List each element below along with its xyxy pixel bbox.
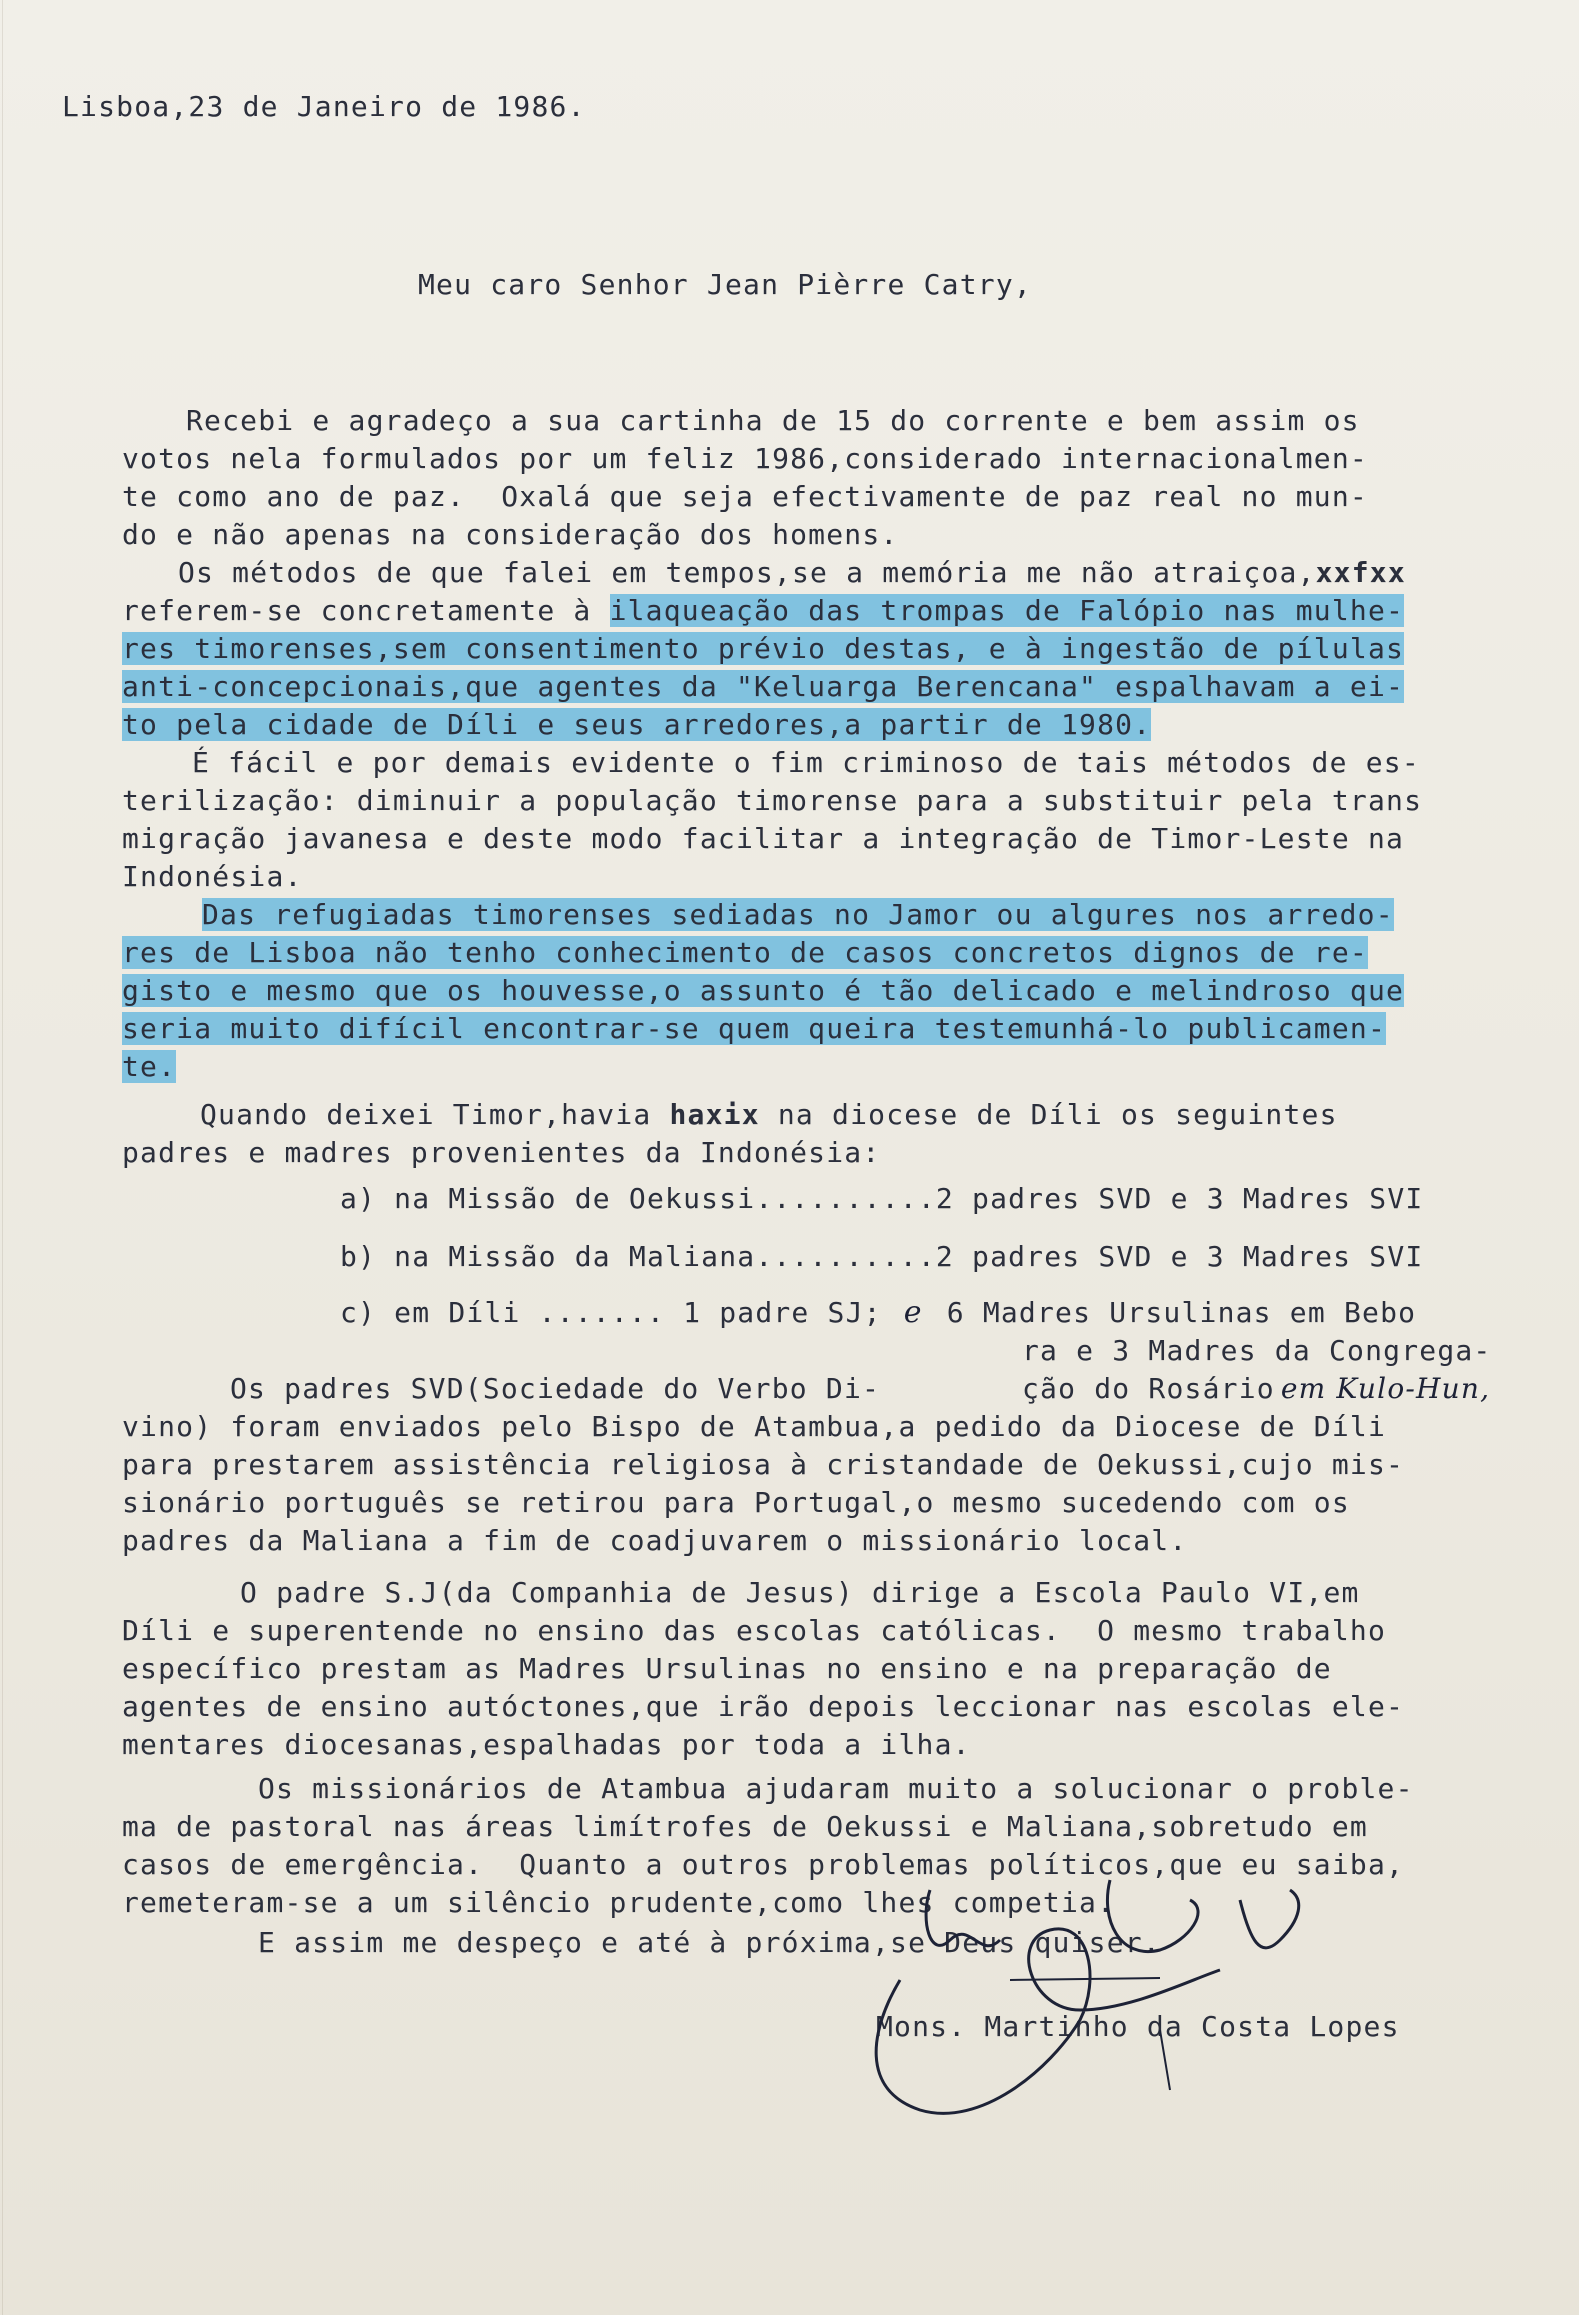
body-line — [178, 554, 1406, 592]
body-line — [1022, 1370, 1490, 1408]
body-line: E assim me despeço e até à próxima,se Deus quiser. — [258, 1926, 1161, 1959]
page-edge — [2, 0, 3, 2315]
body-text: Os métodos de que falei em tempos,se a memória me não atraiçoa, — [178, 556, 1316, 589]
salutation-text: Meu caro Senhor Jean Pièrre Catry, — [418, 268, 1032, 301]
date-text: Lisboa,23 de Janeiro de 1986. — [62, 90, 586, 123]
strikeout-text: xxfxx — [1315, 556, 1406, 589]
highlighted-text: seria muito difícil encontrar-se quem queira testemunhá-lo publicamen- — [122, 1012, 1387, 1045]
body-line: Os padres SVD(Sociedade do Verbo Di- — [230, 1372, 881, 1405]
body-line: te como ano de paz. Oxalá que seja efectivamente de paz real no mun- — [122, 480, 1368, 513]
body-line: ra e 3 Madres da Congrega- — [1022, 1334, 1492, 1367]
body-line: específico prestam as Madres Ursulinas no ensino e na preparação de — [122, 1652, 1332, 1685]
highlighted-text: gisto e mesmo que os houvesse,o assunto é tão delicado e melindroso que — [122, 974, 1405, 1007]
strikeout-text: haxix — [669, 1098, 760, 1131]
body-line: O padre S.J(da Companhia de Jesus) dirige a Escola Paulo VI,em — [240, 1576, 1360, 1609]
body-line: padres da Maliana a fim de coadjuvarem o missionário local. — [122, 1524, 1188, 1557]
body-line: Recebi e agradeço a sua cartinha de 15 do corrente e bem assim os — [186, 404, 1360, 437]
highlighted-text: te. — [122, 1050, 177, 1083]
body-line — [122, 1010, 1386, 1048]
body-text: 6 Madres Ursulinas em Bebo — [946, 1296, 1417, 1329]
highlighted-text: ilaqueação das trompas de Falópio nas mulhe- — [609, 594, 1405, 627]
highlighted-text: to pela cidade de Díli e seus arredores,a partir de 1980. — [122, 708, 1152, 741]
handwritten-note: e — [903, 1295, 923, 1330]
highlighted-text: res de Lisboa não tenho conhecimento de casos concretos dignos de re- — [122, 936, 1368, 969]
body-line — [202, 896, 1394, 934]
body-line: Os missionários de Atambua ajudaram muito a solucionar o proble- — [258, 1772, 1414, 1805]
body-line: remeteram-se a um silêncio prudente,como lhes competia. — [122, 1886, 1116, 1919]
body-text: c) em Díli ....... 1 padre SJ; — [340, 1296, 882, 1329]
body-line: Díli e superentende no ensino das escolas católicas. O mesmo trabalho — [122, 1614, 1387, 1647]
list-item-c — [340, 1294, 1416, 1332]
body-text: na diocese de Díli os seguintes — [759, 1098, 1338, 1131]
handwritten-note: em Kulo-Hun, — [1280, 1372, 1491, 1405]
body-line — [122, 592, 1404, 630]
body-line: É fácil e por demais evidente o fim criminoso de tais métodos de es- — [192, 746, 1420, 779]
highlighted-text: res timorenses,sem consentimento prévio destas, e à ingestão de pílulas — [122, 632, 1405, 665]
highlighted-text: anti-concepcionais,que agentes da "Keluarga Berencana" espalhavam a ei- — [122, 670, 1405, 703]
list-item-a: a) na Missão de Oekussi..........2 padres SVD e 3 Madres SVI — [340, 1182, 1424, 1215]
body-line: sionário português se retirou para Portugal,o mesmo sucedendo com os — [122, 1486, 1350, 1519]
body-text: referem-se concretamente à — [122, 594, 610, 627]
body-line: terilização: diminuir a população timorense para a substituir pela trans — [122, 784, 1423, 817]
body-line — [122, 668, 1404, 706]
body-line: migração javanesa e deste modo facilitar a integração de Timor-Leste na — [122, 822, 1405, 855]
signature-typed-name: Mons. Martinho da Costa Lopes — [876, 2010, 1400, 2043]
letter-salutation — [418, 266, 1032, 304]
body-line — [122, 972, 1404, 1010]
body-text: Quando deixei Timor,havia — [200, 1098, 670, 1131]
body-line: vino) foram enviados pelo Bispo de Atambua,a pedido da Diocese de Díli — [122, 1410, 1387, 1443]
letter-date — [62, 88, 586, 126]
body-line — [122, 1048, 176, 1086]
body-text: ção do Rosário — [1022, 1372, 1275, 1405]
body-line — [122, 934, 1368, 972]
body-line — [122, 630, 1404, 668]
body-line: Indonésia. — [122, 860, 303, 893]
body-line: casos de emergência. Quanto a outros problemas políticos,que eu saiba, — [122, 1848, 1405, 1881]
signature-scribble — [860, 1860, 1340, 2130]
body-line: mentares diocesanas,espalhadas por toda a ilha. — [122, 1728, 971, 1761]
body-line: ma de pastoral nas áreas limítrofes de Oekussi e Maliana,sobretudo em — [122, 1810, 1368, 1843]
body-line: para prestarem assistência religiosa à cristandade de Oekussi,cujo mis- — [122, 1448, 1405, 1481]
body-line: padres e madres provenientes da Indonésia: — [122, 1136, 881, 1169]
body-line — [200, 1096, 1338, 1134]
list-item-b: b) na Missão da Maliana..........2 padres SVD e 3 Madres SVI — [340, 1240, 1424, 1273]
body-line: votos nela formulados por um feliz 1986,considerado internacionalmen- — [122, 442, 1368, 475]
body-line: agentes de ensino autóctones,que irão depois leccionar nas escolas ele- — [122, 1690, 1405, 1723]
highlighted-text: Das refugiadas timorenses sediadas no Jamor ou algures nos arredo- — [202, 898, 1394, 931]
body-line: do e não apenas na consideração dos homens. — [122, 518, 899, 551]
body-line — [122, 706, 1151, 744]
